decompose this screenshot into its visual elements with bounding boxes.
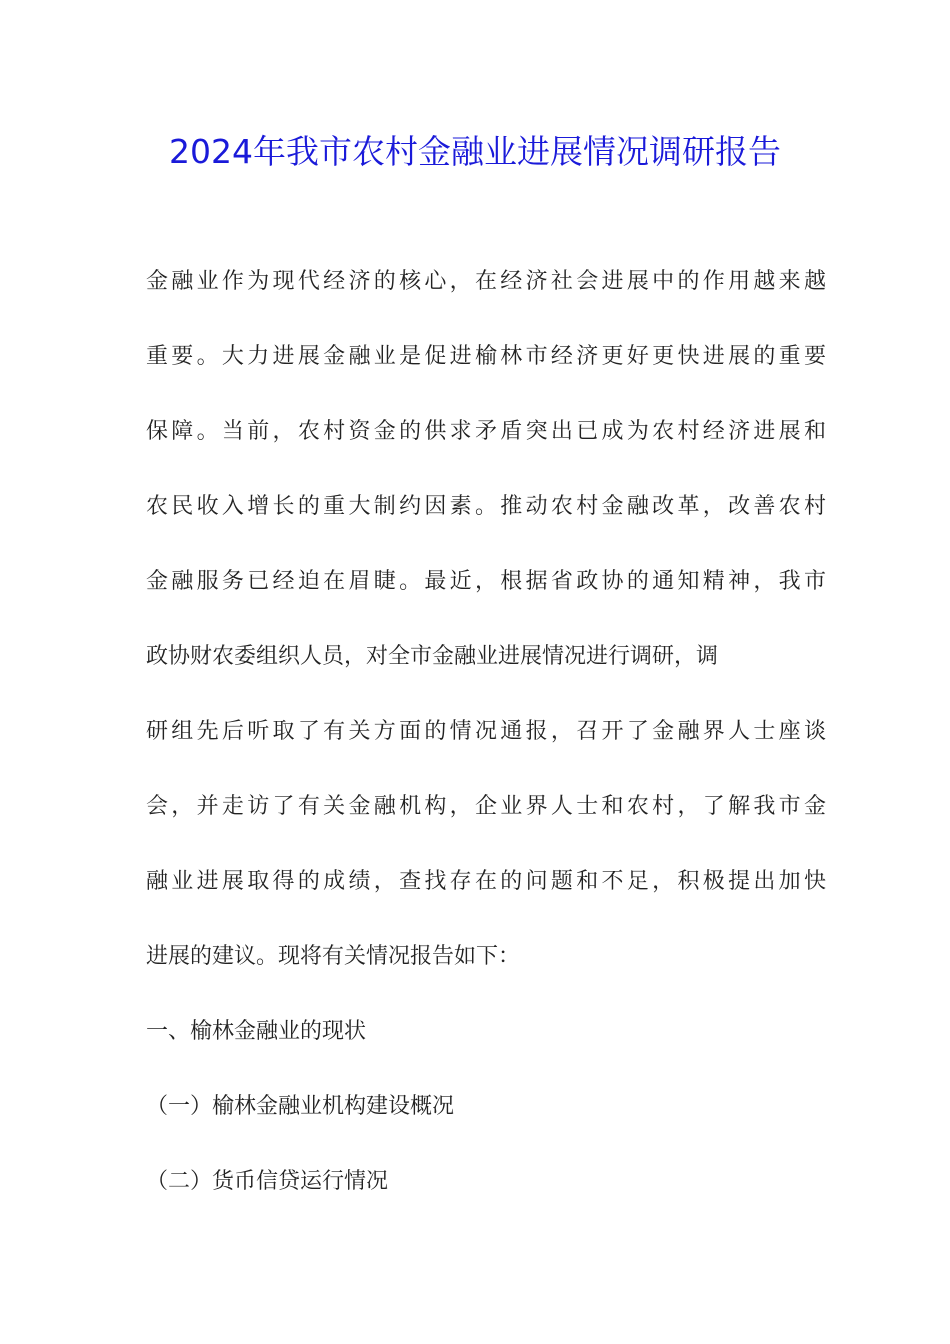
paragraph-line: 会，并走访了有关金融机构，企业界人士和农村，了解我市金 xyxy=(146,794,826,819)
paragraph-line: 融业进展取得的成绩，查找存在的问题和不足，积极提出加快 xyxy=(146,869,826,894)
paragraph-line: 重要。大力进展金融业是促进榆林市经济更好更快进展的重要 xyxy=(146,344,826,369)
paragraph-line: 保障。当前，农村资金的供求矛盾突出已成为农村经济进展和 xyxy=(146,419,826,444)
paragraph-line: 金融业作为现代经济的核心，在经济社会进展中的作用越来越 xyxy=(146,269,826,294)
section-heading: 一、榆林金融业的现状 xyxy=(146,1019,367,1044)
paragraph-line: 农民收入增长的重大制约因素。推动农村金融改革，改善农村 xyxy=(146,494,826,519)
paragraph-line: 金融服务已经迫在眉睫。最近，根据省政协的通知精神，我市 xyxy=(146,569,826,594)
paragraph-line: 政协财农委组织人员，对全市金融业进展情况进行调研，调 xyxy=(146,644,719,669)
subsection-heading: （一）榆林金融业机构建设概况 xyxy=(146,1094,455,1119)
document-title: 2024年我市农村金融业进展情况调研报告 xyxy=(169,132,781,171)
paragraph-line: 研组先后听取了有关方面的情况通报，召开了金融界人士座谈 xyxy=(146,719,826,744)
paragraph-line: 进展的建议。现将有关情况报告如下： xyxy=(146,944,521,969)
subsection-heading: （二）货币信贷运行情况 xyxy=(146,1169,389,1194)
